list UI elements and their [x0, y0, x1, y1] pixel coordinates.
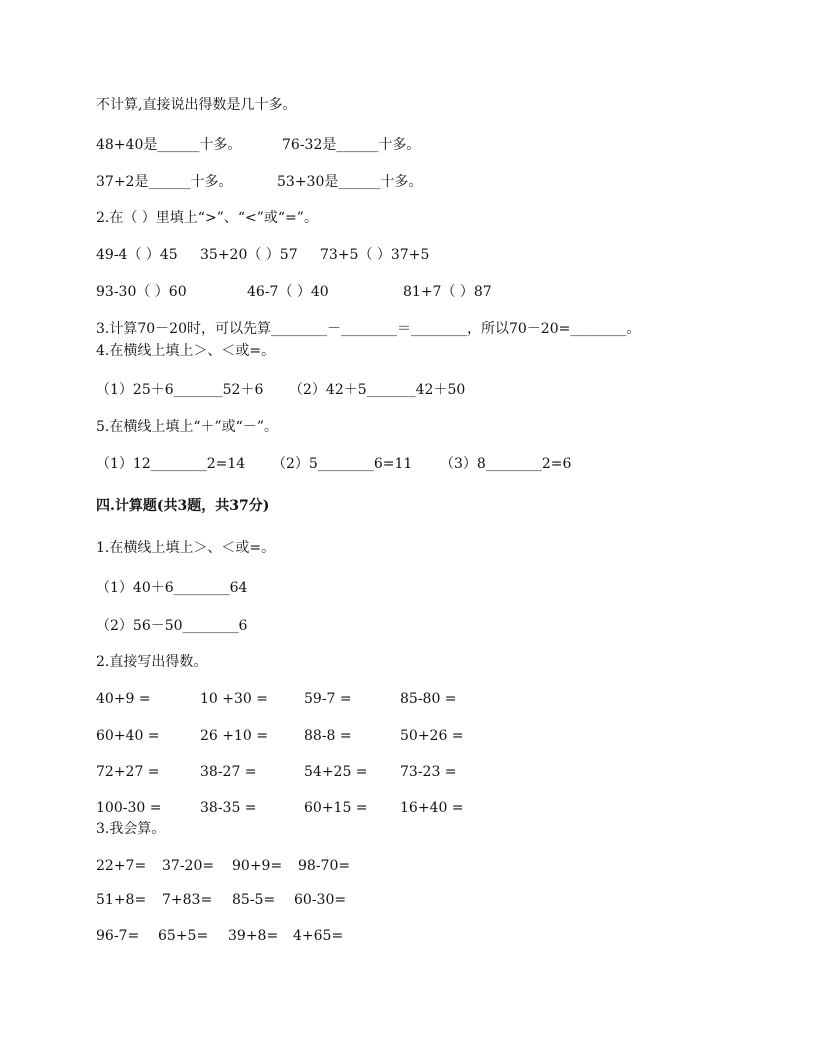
text-line: 7+83=	[162, 892, 213, 908]
text-line: 3.我会算。	[96, 821, 166, 837]
text-line: 59-7 =	[304, 691, 352, 707]
text-line: 73+5（ ）37+5	[320, 247, 430, 263]
text-line: 60+40 =	[96, 728, 160, 744]
text-line: 65+5=	[158, 928, 209, 944]
text-line: 100-30 =	[96, 800, 162, 816]
text-line: 16+40 =	[400, 800, 464, 816]
text-line: 10 +30 =	[200, 691, 268, 707]
text-line: 85-5=	[232, 892, 276, 908]
text-line: 4.在横线上填上＞、＜或=。	[96, 343, 276, 359]
text-line: 72+27 =	[96, 764, 160, 780]
text-line: 60-30=	[294, 892, 347, 908]
text-line: 2.直接写出得数。	[96, 654, 208, 670]
text-line: 76-32是______十多。	[282, 137, 421, 153]
text-line: （1）12________2=14	[96, 456, 246, 472]
text-line: 3.计算70－20时，可以先算________－________＝________，所以70－20=________。	[96, 321, 641, 337]
text-line: 96-7=	[96, 928, 140, 944]
text-line: （1）25＋6_______52＋6	[96, 382, 264, 398]
text-line: 88-8 =	[304, 728, 352, 744]
text-line: 46-7（ ）40	[247, 284, 329, 300]
text-line: 81+7（ ）87	[403, 284, 492, 300]
text-line: 35+20（ ）57	[200, 247, 298, 263]
text-line: （2）5________6=11	[272, 456, 413, 472]
text-line: 85-80 =	[400, 691, 457, 707]
text-line: 39+8=	[228, 928, 279, 944]
text-line: （2）42＋5_______42＋50	[289, 382, 466, 398]
text-line: 5.在横线上填上“＋”或“－”。	[96, 419, 278, 435]
text-line: 22+7=	[96, 858, 147, 874]
text-line: 不计算,直接说出得数是几十多。	[96, 97, 297, 113]
text-line: 73-23 =	[400, 764, 457, 780]
text-line: 50+26 =	[400, 728, 464, 744]
text-line: 2.在（ ）里填上“>”、“<”或“=”。	[96, 210, 318, 226]
text-line: 51+8=	[96, 892, 147, 908]
text-line: 53+30是______十多。	[277, 174, 423, 190]
text-line: 60+15 =	[304, 800, 368, 816]
text-line: （1）40＋6________64	[96, 580, 248, 596]
text-line: 38-35 =	[200, 800, 257, 816]
text-line: 48+40是______十多。	[96, 137, 242, 153]
text-line: （2）56－50________6	[96, 618, 248, 634]
text-line: 90+9=	[232, 858, 283, 874]
text-line: 4+65=	[293, 928, 344, 944]
text-line: 37+2是______十多。	[96, 174, 233, 190]
text-line: 49-4（ ）45	[96, 247, 178, 263]
text-line: 40+9 =	[96, 691, 151, 707]
text-line: 98-70=	[298, 858, 351, 874]
text-line: 38-27 =	[200, 764, 257, 780]
text-line: 93-30（ ）60	[96, 284, 187, 300]
text-line: 26 +10 =	[200, 728, 268, 744]
text-line: 54+25 =	[304, 764, 368, 780]
section-heading: 四.计算题(共3题，共37分)	[96, 498, 270, 514]
text-line: 1.在横线上填上＞、＜或=。	[96, 540, 276, 556]
text-line: （3）8________2=6	[440, 456, 572, 472]
text-line: 37-20=	[162, 858, 215, 874]
